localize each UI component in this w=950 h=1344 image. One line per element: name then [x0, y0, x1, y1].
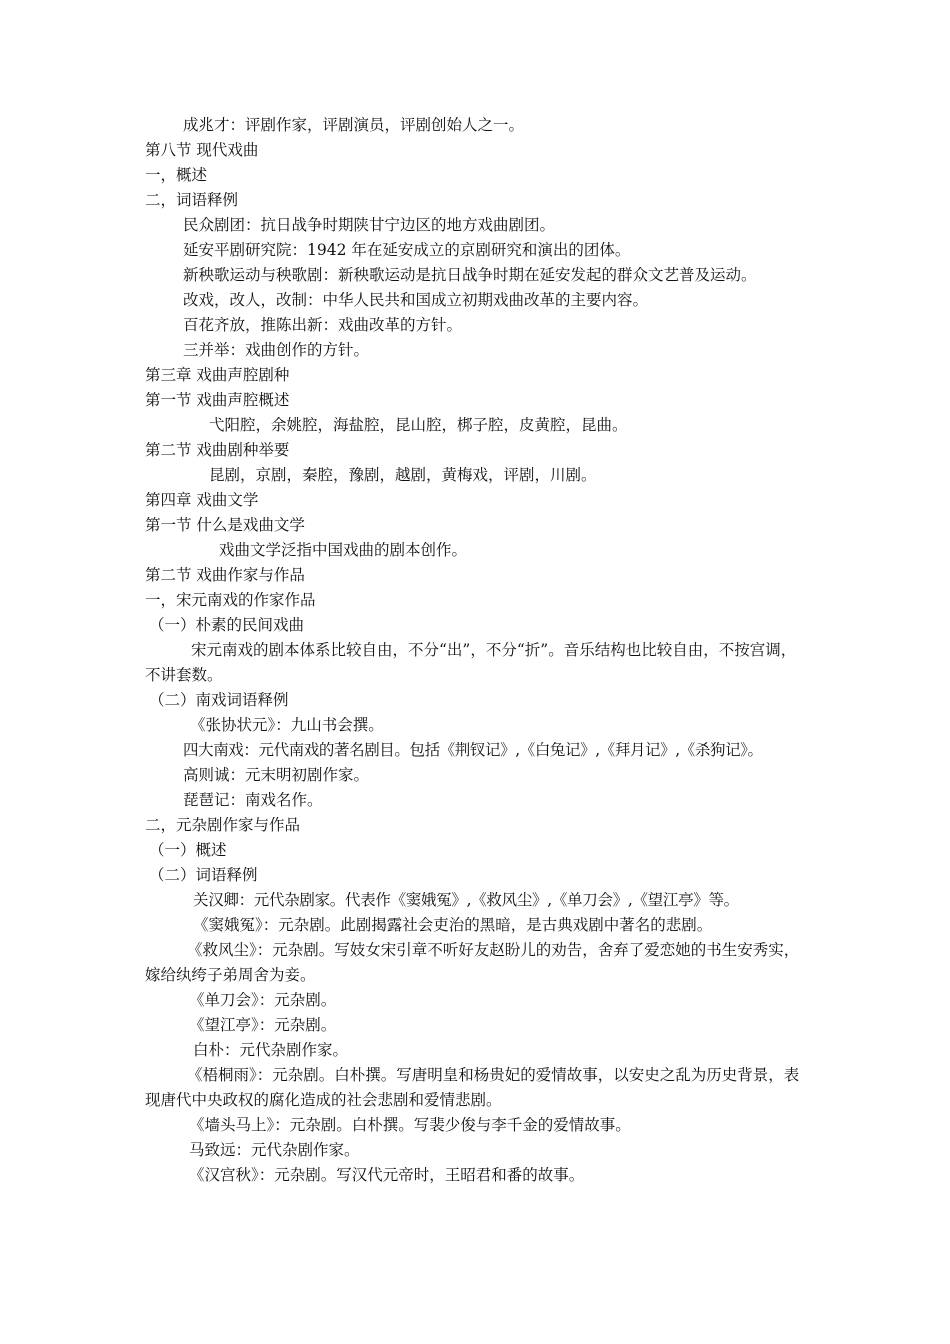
subsection-heading: 一，概述	[145, 166, 208, 184]
section-heading: 第一节 什么是戏曲文学	[145, 516, 305, 534]
text-line: 弋阳腔，余姚腔，海盐腔，昆山腔，梆子腔，皮黄腔，昆曲。	[209, 416, 628, 434]
text-line: 琵琶记：南戏名作。	[183, 791, 323, 809]
section-heading: 第八节 现代戏曲	[145, 141, 259, 159]
text-line: 《单刀会》：元杂剧。	[189, 991, 337, 1009]
chapter-heading: 第四章 戏曲文学	[145, 491, 259, 509]
text-line: 《窦娥冤》：元杂剧。此剧揭露社会吏治的黑暗，是古典戏剧中著名的悲剧。	[193, 916, 713, 934]
subsection-heading: 二，元杂剧作家与作品	[145, 816, 301, 834]
paragraph: 《救风尘》：元杂剧。写妓女宋引章不听好友赵盼儿的劝告，舍弃了爱恋她的书生安秀实，嫁给纨绔子弟周舍为妾。	[145, 941, 800, 984]
text-line: 戏曲文学泛指中国戏曲的剧本创作。	[219, 541, 468, 559]
section-heading: 第一节 戏曲声腔概述	[145, 391, 290, 409]
paragraph: 新秧歌运动与秧歌剧：新秧歌运动是抗日战争时期在延安发起的群众文艺普及运动。	[183, 266, 757, 284]
text-line: 成兆才：评剧作家，评剧演员，评剧创始人之一。	[183, 116, 525, 134]
subsection-heading: 二，词语释例	[145, 191, 239, 209]
text-line: 《墙头马上》：元杂剧。白朴撰。写裴少俊与李千金的爱情故事。	[189, 1116, 631, 1134]
paragraph: 宋元南戏的剧本体系比较自由，不分“出”，不分“折”。音乐结构也比较自由，不按宫调，不讲套数。	[145, 641, 797, 684]
text-line: 三并举：戏曲创作的方针。	[183, 341, 370, 359]
text-line: 关汉卿：元代杂剧家。代表作《窦娥冤》,《救风尘》,《单刀会》,《望江亭》等。	[193, 891, 739, 909]
text-line: 四大南戏：元代南戏的著名剧目。包括《荆钗记》,《白兔记》,《拜月记》,《杀狗记》。	[183, 741, 763, 759]
text-line: 百花齐放，推陈出新：戏曲改革的方针。	[183, 316, 463, 334]
subsection-heading: （二）词语释例	[149, 866, 258, 884]
text-line: 《张协状元》：九山书会撰。	[190, 716, 384, 734]
text-line: 《汉宫秋》：元杂剧。写汉代元帝时，王昭君和番的故事。	[189, 1166, 585, 1184]
text-line: 马致远：元代杂剧作家。	[189, 1141, 360, 1159]
text-line: 民众剧团：抗日战争时期陕甘宁边区的地方戏曲剧团。	[183, 216, 556, 234]
paragraph: 《梧桐雨》：元杂剧。白朴撰。写唐明皇和杨贵妃的爱情故事，以安史之乱为历史背景，表现唐代中央政权的腐化造成的社会悲剧和爱情悲剧。	[145, 1066, 800, 1109]
section-heading: 第二节 戏曲作家与作品	[145, 566, 305, 584]
chapter-heading: 第三章 戏曲声腔剧种	[145, 366, 290, 384]
text-line: 《望江亭》：元杂剧。	[189, 1016, 337, 1034]
text-line: 昆剧，京剧，秦腔，豫剧，越剧，黄梅戏，评剧，川剧。	[209, 466, 597, 484]
text-line: 改戏，改人，改制：中华人民共和国成立初期戏曲改革的主要内容。	[183, 291, 649, 309]
subsection-heading: （二）南戏词语释例	[149, 691, 289, 709]
subsection-heading: （一）概述	[149, 841, 227, 859]
section-heading: 第二节 戏曲剧种举要	[145, 441, 290, 459]
document-body	[145, 113, 810, 1188]
subsection-heading: （一）朴素的民间戏曲	[149, 616, 305, 634]
text-line: 白朴：元代杂剧作家。	[193, 1041, 349, 1059]
text-line: 延安平剧研究院：1942 年在延安成立的京剧研究和演出的团体。	[183, 241, 631, 259]
text-line: 高则诚：元末明初剧作家。	[183, 766, 370, 784]
subsection-heading: 一，宋元南戏的作家作品	[145, 591, 316, 609]
